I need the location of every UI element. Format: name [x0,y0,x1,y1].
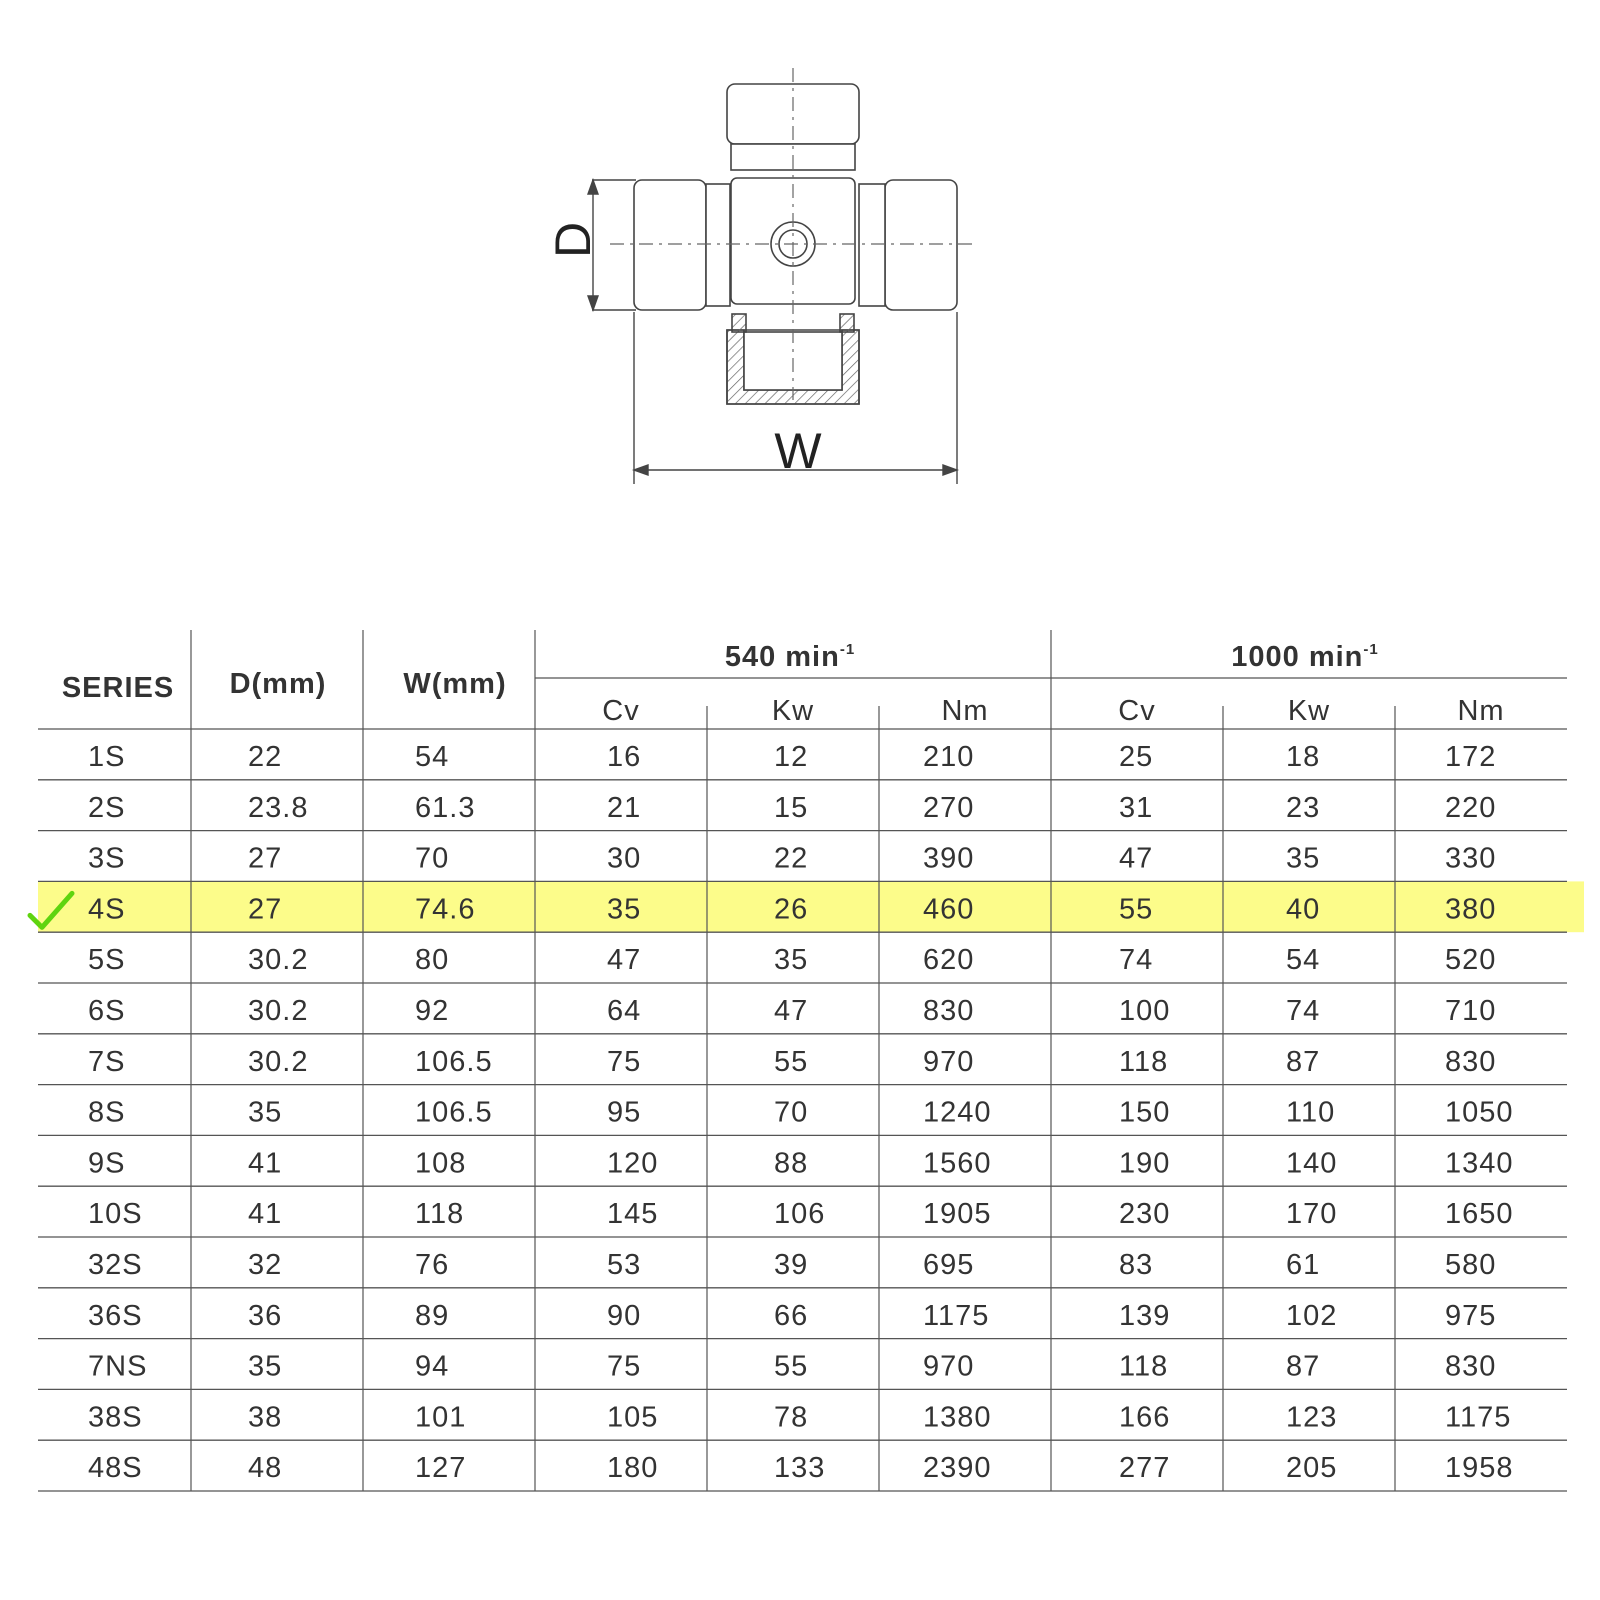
cell-cv-540: 105 [607,1401,659,1434]
cell-cv-540: 53 [607,1249,642,1281]
cell-cv-540: 16 [607,741,642,773]
cell-cv-1000: 83 [1119,1249,1154,1281]
cell-nm-1000: 220 [1445,791,1497,824]
cell-d: 22 [248,741,283,773]
cell-nm-1000: 830 [1445,1045,1497,1078]
cell-series: 1S [88,741,126,773]
cell-nm-1000: 580 [1445,1249,1497,1281]
cell-cv-1000: 150 [1119,1096,1171,1129]
table-row [88,1198,1514,1230]
cell-w: 101 [415,1401,467,1434]
subheader-nm-540: Nm [941,695,989,727]
cell-kw-1000: 87 [1286,1350,1321,1383]
cell-w: 70 [415,842,450,875]
cell-nm-540: 1905 [923,1198,992,1231]
cell-series: 6S [88,995,126,1027]
cell-w: 74.6 [415,893,476,926]
cell-cv-540: 145 [607,1198,659,1231]
cell-cv-1000: 55 [1119,893,1154,926]
cell-d: 30.2 [248,995,309,1027]
cell-nm-1000: 1175 [1445,1401,1512,1434]
cell-nm-540: 1560 [923,1147,992,1180]
cell-kw-1000: 54 [1286,944,1321,977]
cell-kw-540: 39 [774,1249,809,1281]
cell-series: 4S [88,893,126,926]
table-row [88,1452,1514,1484]
cell-nm-540: 695 [923,1249,975,1281]
cell-nm-540: 210 [923,741,975,773]
cell-cv-1000: 139 [1119,1299,1171,1332]
cell-kw-540: 26 [774,893,809,926]
table-row [88,1249,1496,1281]
cell-kw-540: 55 [774,1350,809,1383]
cell-nm-1000: 1650 [1445,1198,1514,1231]
subheader-row [602,695,1504,727]
cell-cv-540: 75 [607,1350,642,1383]
table-row [88,1046,1496,1078]
cell-cv-540: 120 [607,1147,659,1180]
cell-kw-540: 47 [774,995,809,1027]
cell-series: 3S [88,842,126,875]
subheader-nm-1000: Nm [1457,695,1505,727]
cell-w: 54 [415,741,450,773]
cell-d: 36 [248,1299,283,1332]
cell-kw-540: 55 [774,1045,809,1078]
cell-d: 35 [248,1350,283,1383]
cell-w: 106.5 [415,1045,493,1078]
cell-kw-1000: 110 [1286,1096,1336,1129]
cell-kw-1000: 87 [1286,1045,1321,1078]
cell-nm-540: 390 [923,842,975,875]
cell-kw-540: 133 [774,1452,826,1485]
cell-cv-540: 47 [607,944,642,977]
header-series: SERIES [61,672,175,704]
cell-d: 35 [248,1096,283,1129]
cell-series: 32S [88,1249,143,1281]
cell-kw-1000: 35 [1286,842,1321,875]
cell-kw-540: 70 [774,1096,809,1129]
table-row [88,843,1496,875]
table-row [88,995,1496,1027]
cell-cv-1000: 25 [1119,741,1154,773]
cell-kw-1000: 123 [1286,1401,1338,1434]
cell-d: 32 [248,1249,283,1281]
cell-nm-540: 2390 [923,1452,992,1485]
cell-kw-1000: 170 [1286,1198,1338,1231]
cell-cv-540: 90 [607,1299,642,1332]
subheader-cv-1000: Cv [1118,695,1156,727]
cell-cv-1000: 100 [1119,995,1171,1027]
table-row [88,1351,1496,1383]
cell-kw-540: 35 [774,944,809,977]
cell-series: 7NS [88,1350,148,1383]
header-1000 [1231,641,1378,673]
cell-kw-1000: 140 [1286,1147,1338,1180]
cell-d: 23.8 [248,791,309,824]
cell-d: 38 [248,1401,283,1434]
cell-series: 2S [88,791,126,824]
dimension-label-d: D [545,221,601,259]
cell-nm-1000: 1958 [1445,1452,1514,1485]
table-row [88,792,1496,824]
cell-kw-540: 22 [774,842,809,875]
header-540-sup: -1 [839,641,856,658]
cell-cv-1000: 118 [1119,1045,1169,1078]
cell-cv-1000: 230 [1119,1198,1171,1231]
cell-cv-1000: 47 [1119,842,1154,875]
cell-kw-1000: 61 [1286,1249,1321,1281]
cell-cv-540: 30 [607,842,642,875]
table-row [88,1300,1496,1332]
header-d: D(mm) [229,668,327,700]
table-row [88,1401,1511,1433]
cell-nm-540: 620 [923,944,975,977]
cell-nm-540: 1380 [923,1401,992,1434]
cell-w: 61.3 [415,791,476,824]
cell-cv-540: 35 [607,893,642,926]
cell-series: 7S [88,1045,126,1078]
cell-nm-1000: 380 [1445,893,1497,926]
cell-nm-540: 1240 [923,1096,992,1129]
cell-kw-1000: 18 [1286,741,1321,773]
cell-nm-540: 830 [923,995,975,1027]
cell-cv-1000: 74 [1119,944,1154,977]
cell-w: 89 [415,1299,450,1332]
cell-cv-540: 21 [607,791,642,824]
header-1000-label: 1000 min [1231,641,1364,673]
subheader-cv-540: Cv [602,695,640,727]
cell-w: 108 [415,1147,467,1180]
cell-w: 106.5 [415,1096,493,1129]
cell-nm-1000: 975 [1445,1299,1497,1332]
subheader-kw-540: Kw [771,695,815,727]
cell-kw-540: 66 [774,1299,809,1332]
table-row [88,1097,1514,1129]
table-row [88,741,1496,773]
cell-cv-540: 180 [607,1452,659,1485]
subheader-kw-1000: Kw [1287,695,1331,727]
cell-cv-540: 75 [607,1045,642,1078]
cell-nm-540: 970 [923,1045,975,1078]
cell-kw-1000: 23 [1286,791,1321,824]
cell-w: 118 [415,1198,465,1231]
cell-nm-1000: 330 [1445,842,1497,875]
cell-w: 127 [415,1452,467,1485]
cell-nm-1000: 710 [1445,995,1497,1027]
cell-w: 76 [415,1249,450,1281]
cell-kw-540: 15 [774,791,809,824]
cell-w: 94 [415,1350,450,1383]
table-row [88,1147,1514,1179]
cell-d: 30.2 [248,944,309,977]
cell-kw-540: 78 [774,1401,809,1434]
cell-kw-540: 12 [774,741,809,773]
cell-d: 27 [248,893,283,926]
cell-d: 27 [248,842,283,875]
cell-cv-540: 64 [607,995,642,1027]
cell-nm-540: 270 [923,791,975,824]
header-w: W(mm) [403,668,507,700]
cell-d: 41 [248,1198,283,1231]
cell-series: 8S [88,1096,126,1129]
cell-kw-540: 106 [774,1198,826,1231]
cell-series: 5S [88,944,126,977]
cell-series: 36S [88,1299,143,1332]
cell-kw-1000: 205 [1286,1452,1338,1485]
cell-nm-1000: 172 [1445,741,1497,773]
cell-series: 10S [88,1198,143,1231]
header-1000-sup: -1 [1363,641,1379,658]
cell-nm-1000: 830 [1445,1350,1497,1383]
cell-kw-1000: 40 [1286,893,1321,926]
dimension-label-w: W [774,423,822,479]
header-540-label: 540 min [724,641,840,673]
table-row [88,944,1496,976]
cell-nm-540: 1175 [923,1299,990,1332]
cell-series: 38S [88,1401,143,1434]
cell-nm-540: 970 [923,1350,975,1383]
cell-series: 9S [88,1147,126,1180]
cell-nm-540: 460 [923,893,975,926]
cell-cv-1000: 190 [1119,1147,1171,1180]
cell-cv-1000: 31 [1119,791,1154,824]
cell-cv-1000: 118 [1119,1350,1169,1383]
header-540 [725,641,855,673]
cell-cv-1000: 166 [1119,1401,1171,1434]
cell-d: 30.2 [248,1045,309,1078]
cell-w: 92 [415,995,450,1027]
cell-kw-540: 88 [774,1147,809,1180]
cell-kw-1000: 74 [1286,995,1321,1027]
cell-cv-540: 95 [607,1096,642,1129]
cell-w: 80 [415,944,450,977]
cell-nm-1000: 1050 [1445,1096,1514,1129]
cell-nm-1000: 520 [1445,944,1497,977]
cell-nm-1000: 1340 [1445,1147,1514,1180]
table-body [88,741,1514,1484]
cell-d: 48 [248,1452,283,1485]
cell-cv-1000: 277 [1119,1452,1171,1485]
cell-kw-1000: 102 [1286,1299,1338,1332]
cell-series: 48S [88,1452,143,1485]
cell-d: 41 [248,1147,283,1180]
